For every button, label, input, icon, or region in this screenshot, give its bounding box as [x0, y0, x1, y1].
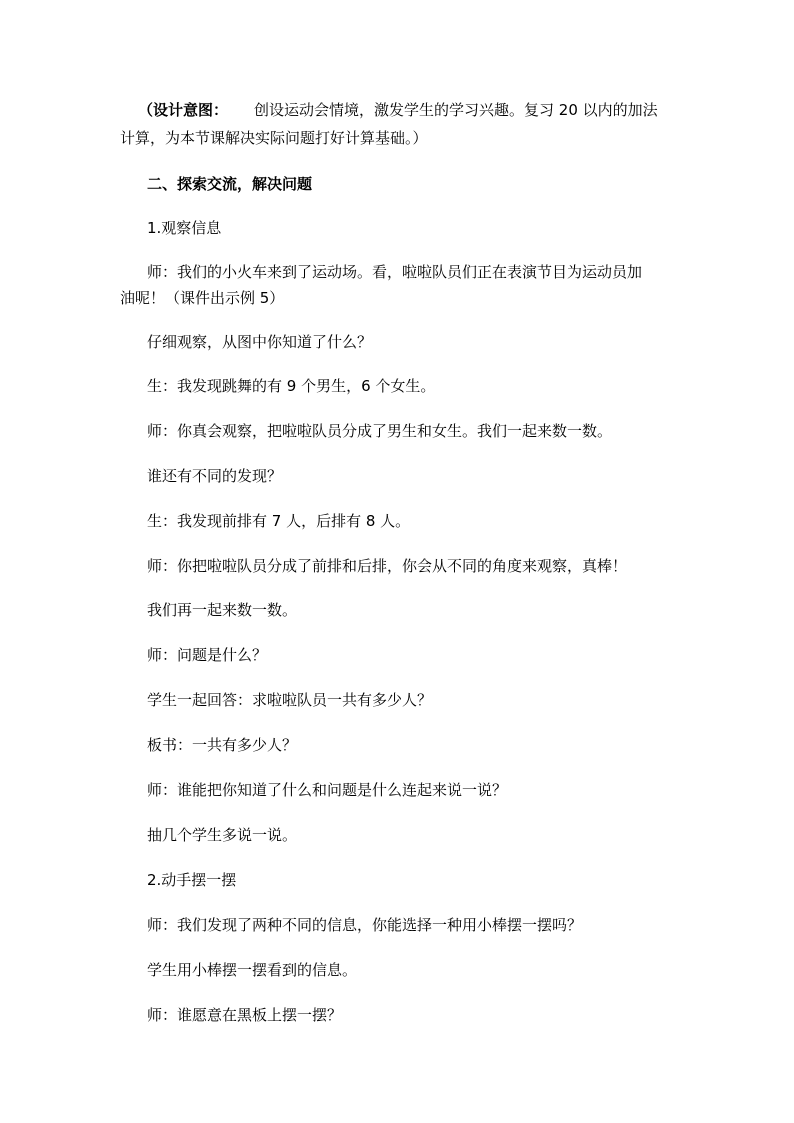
paragraph-line: 仔细观察，从图中你知道了什么？ [147, 333, 373, 351]
paragraph-line: 师：谁能把你知道了什么和问题是什么连起来说一说？ [147, 781, 508, 799]
paragraph-line: 师：问题是什么？ [147, 646, 268, 664]
paragraph-line: 学生用小棒摆一摆看到的信息。 [147, 961, 358, 979]
paragraph-line: 生：我发现跳舞的有 9 个男生，6 个女生。 [147, 377, 436, 395]
paragraph-line: 师：谁愿意在黑板上摆一摆？ [147, 1006, 343, 1024]
section-heading: 二、探索交流，解决问题 [147, 175, 313, 193]
design-intent-text-1: 创设运动会情境，激发学生的学习兴趣。复习 20 以内的加法 [254, 101, 658, 119]
paragraph-line: 油呢！（课件出示例 5） [120, 289, 285, 307]
paragraph-line: 抽几个学生多说一说。 [147, 826, 298, 844]
design-intent-line-2: 计算，为本节课解决实际问题打好计算基础。） [120, 129, 428, 147]
paragraph-line: 板书：一共有多少人？ [147, 736, 298, 754]
paragraph-line: 师：你把啦啦队员分成了前排和后排，你会从不同的角度来观察，真棒！ [147, 557, 628, 575]
subheading-observe: 1.观察信息 [147, 219, 222, 237]
design-intent-label: （设计意图： [138, 101, 229, 119]
paragraph-line: 师：我们发现了两种不同的信息，你能选择一种用小棒摆一摆吗？ [147, 916, 583, 934]
paragraph-line: 师：我们的小火车来到了运动场。看，啦啦队员们正在表演节目为运动员加 [147, 263, 643, 281]
paragraph-line: 谁还有不同的发现？ [147, 467, 283, 485]
paragraph-line: 师：你真会观察，把啦啦队员分成了男生和女生。我们一起来数一数。 [147, 422, 613, 440]
design-intent-line-1 [138, 100, 658, 120]
paragraph-line: 我们再一起来数一数。 [147, 601, 298, 619]
paragraph-line: 学生一起回答：求啦啦队员一共有多少人？ [147, 691, 433, 709]
paragraph-line: 生：我发现前排有 7 人，后排有 8 人。 [147, 512, 411, 530]
subheading-hands-on: 2.动手摆一摆 [147, 871, 237, 889]
